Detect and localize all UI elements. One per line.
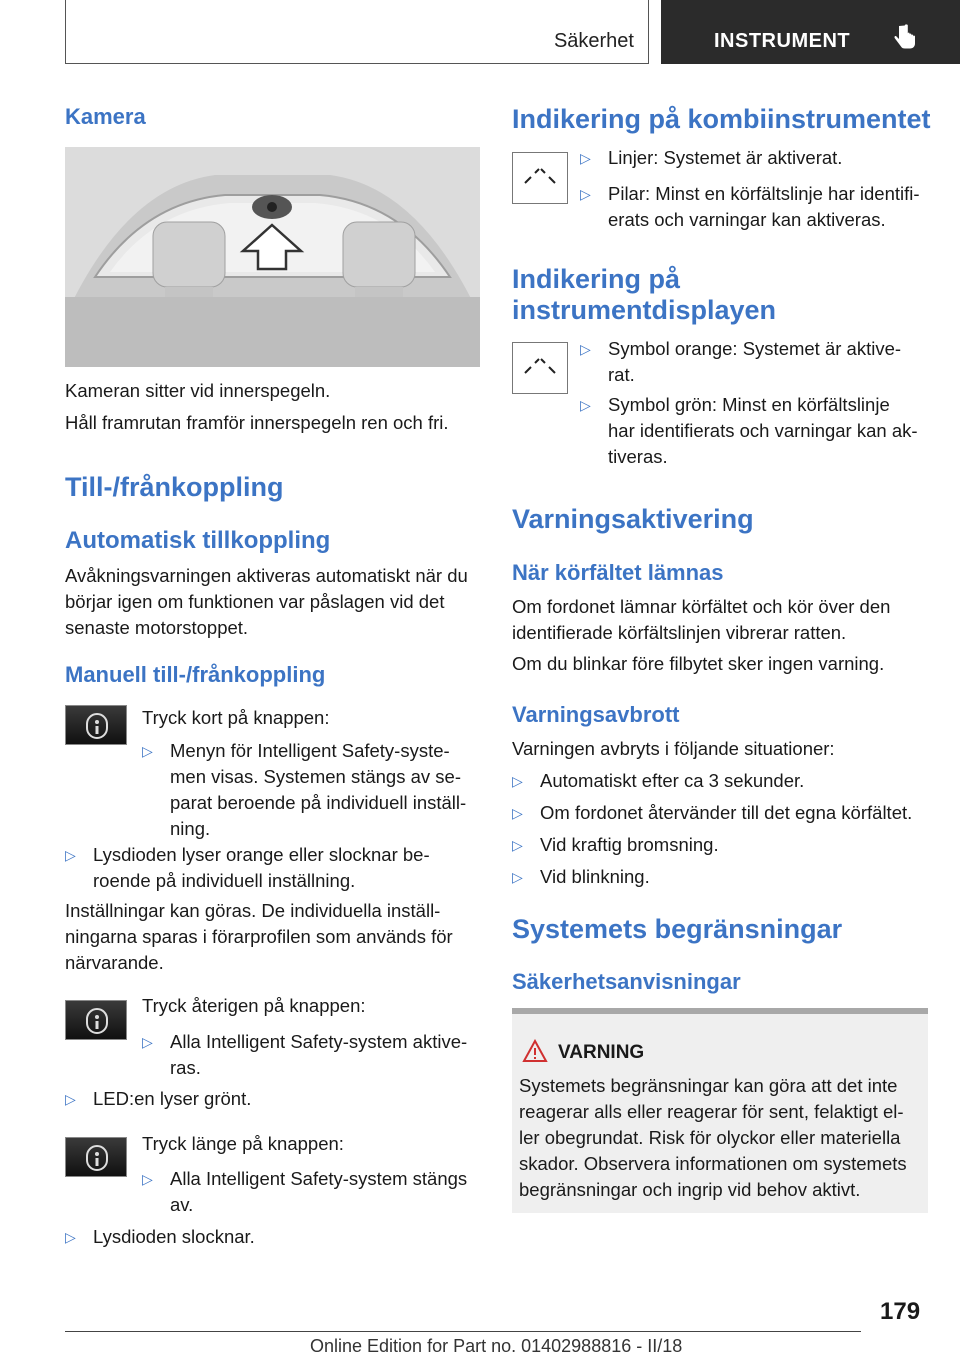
footer-edition: Online Edition for Part no. 01402988816 - II/18: [310, 1336, 683, 1356]
settings-text-2: ningarna sparas i förarprofilen som används för: [65, 926, 453, 947]
settings-text-3: närvarande.: [65, 952, 164, 973]
warning-label: VARNING: [558, 1042, 645, 1063]
list-item: ▷ LED:en lyser grönt.: [65, 1086, 485, 1112]
camera-text-2: Håll framrutan framför innerspegeln ren och fri.: [65, 412, 449, 433]
list-item: ▷ Alla Intelligent Safety-system aktive- ras.: [142, 1031, 468, 1078]
triangle-bullet-icon: ▷: [142, 1034, 153, 1050]
header-section-tab: [65, 0, 649, 64]
lane-lines-icon: [512, 342, 568, 394]
list-item: ▷ Linjer: Systemet är aktiverat.: [580, 145, 930, 171]
triangle-bullet-icon: ▷: [580, 397, 591, 413]
camera-text-1: Kameran sitter vid innerspegeln.: [65, 380, 331, 401]
press-short-text: Tryck kort på knappen:: [142, 707, 330, 728]
footer-divider: [65, 1331, 861, 1332]
abort-heading: Varningsavbrott: [512, 702, 680, 727]
list-item: ▷ Automatiskt efter ca 3 sekunder.: [512, 768, 932, 794]
triangle-bullet-icon: ▷: [580, 150, 591, 166]
triangle-bullet-icon: ▷: [65, 1229, 76, 1245]
list-item: ▷ Vid blinkning.: [512, 864, 932, 890]
triangle-bullet-icon: ▷: [512, 805, 523, 821]
leave-text-2: identifierade körfältslinjen vibrerar ratten.: [512, 622, 847, 643]
combi-heading: Indikering på kombiinstrumentet: [512, 104, 931, 134]
list-item: ▷ Symbol grön: Minst en körfältslinje har identifierats och varningar kan ak- tiveras.: [580, 394, 918, 467]
safety-heading: Säkerhetsanvisningar: [512, 969, 741, 994]
camera-heading: Kamera: [65, 104, 146, 129]
header-chapter-label: INSTRUMENT: [714, 30, 851, 52]
header-chapter-tab: [661, 0, 960, 64]
manual-heading: Manuell till-/frånkoppling: [65, 662, 326, 687]
header-section-label: Säkerhet: [553, 30, 634, 52]
leave-lane-heading: När körfältet lämnas: [512, 560, 724, 585]
safety-button-icon: [65, 705, 127, 745]
triangle-bullet-icon: ▷: [142, 743, 153, 759]
triangle-bullet-icon: ▷: [65, 847, 76, 863]
limits-heading: Systemets begränsningar: [512, 914, 843, 944]
triangle-bullet-icon: ▷: [142, 1171, 153, 1187]
onoff-heading: Till-/frånkoppling: [65, 472, 284, 502]
pointing-hand-icon: [894, 24, 916, 52]
page-number: 179: [880, 1298, 921, 1325]
warning-triangle-icon: [522, 1039, 548, 1063]
auto-text-2: börjar igen om funktionen var påslagen vid det: [65, 591, 445, 612]
auto-text-1: Avåkningsvarningen aktiveras automatiskt när du: [65, 565, 468, 586]
lane-lines-icon: [512, 152, 568, 204]
list-item: ▷ Alla Intelligent Safety-system stängs av.: [142, 1168, 468, 1215]
auto-text-3: senaste motorstoppet.: [65, 617, 249, 638]
triangle-bullet-icon: ▷: [65, 1091, 76, 1107]
triangle-bullet-icon: ▷: [512, 837, 523, 853]
triangle-bullet-icon: ▷: [512, 773, 523, 789]
list-item: ▷ Lysdioden lyser orange eller slocknar be- roende på individuell inställning.: [65, 844, 430, 891]
blink-text: Om du blinkar före filbytet sker ingen varning.: [512, 653, 885, 674]
list-item: ▷ Lysdioden slocknar.: [65, 1224, 485, 1250]
triangle-bullet-icon: ▷: [580, 186, 591, 202]
settings-text-1: Inställningar kan göras. De individuella inställ-: [65, 900, 441, 921]
list-item: ▷ Symbol orange: Systemet är aktive- rat.: [580, 338, 902, 385]
safety-button-icon: [65, 1137, 127, 1177]
triangle-bullet-icon: ▷: [512, 869, 523, 885]
auto-heading: Automatisk tillkoppling: [65, 527, 331, 554]
list-item: ▷ Pilar: Minst en körfältslinje har identifi- erats och varningar kan aktiveras.: [580, 183, 920, 230]
abort-intro: Varningen avbryts i följande situationer:: [512, 738, 835, 759]
triangle-bullet-icon: ▷: [580, 341, 591, 357]
list-item: ▷ Vid kraftig bromsning.: [512, 832, 932, 858]
press-long-text: Tryck länge på knappen:: [142, 1133, 344, 1154]
safety-button-icon: [65, 1000, 127, 1040]
warning-text: Systemets begränsningar kan göra att det inte reagerar alls eller reagerar för sent, felaktigt el- ler obegrundat. Risk för olyckor eller materiella skador. Observera informationen om systemets begränsningar och ingrip vid behov aktivt.: [519, 1075, 907, 1200]
list-item: ▷ Om fordonet återvänder till det egna körfältet.: [512, 800, 932, 826]
warning-box: [512, 1008, 928, 1213]
leave-text-1: Om fordonet lämnar körfältet och kör över den: [512, 596, 891, 617]
press-again-text: Tryck återigen på knappen:: [142, 995, 366, 1016]
display-heading: Indikering på instrumentdisplayen: [512, 264, 777, 325]
warn-activation-heading: Varningsaktivering: [512, 504, 754, 534]
camera-illustration: [65, 147, 480, 367]
list-item: ▷ Menyn för Intelligent Safety-syste- men visas. Systemen stängs av se- parat beroende på individuell inställ- ning.: [142, 740, 467, 839]
